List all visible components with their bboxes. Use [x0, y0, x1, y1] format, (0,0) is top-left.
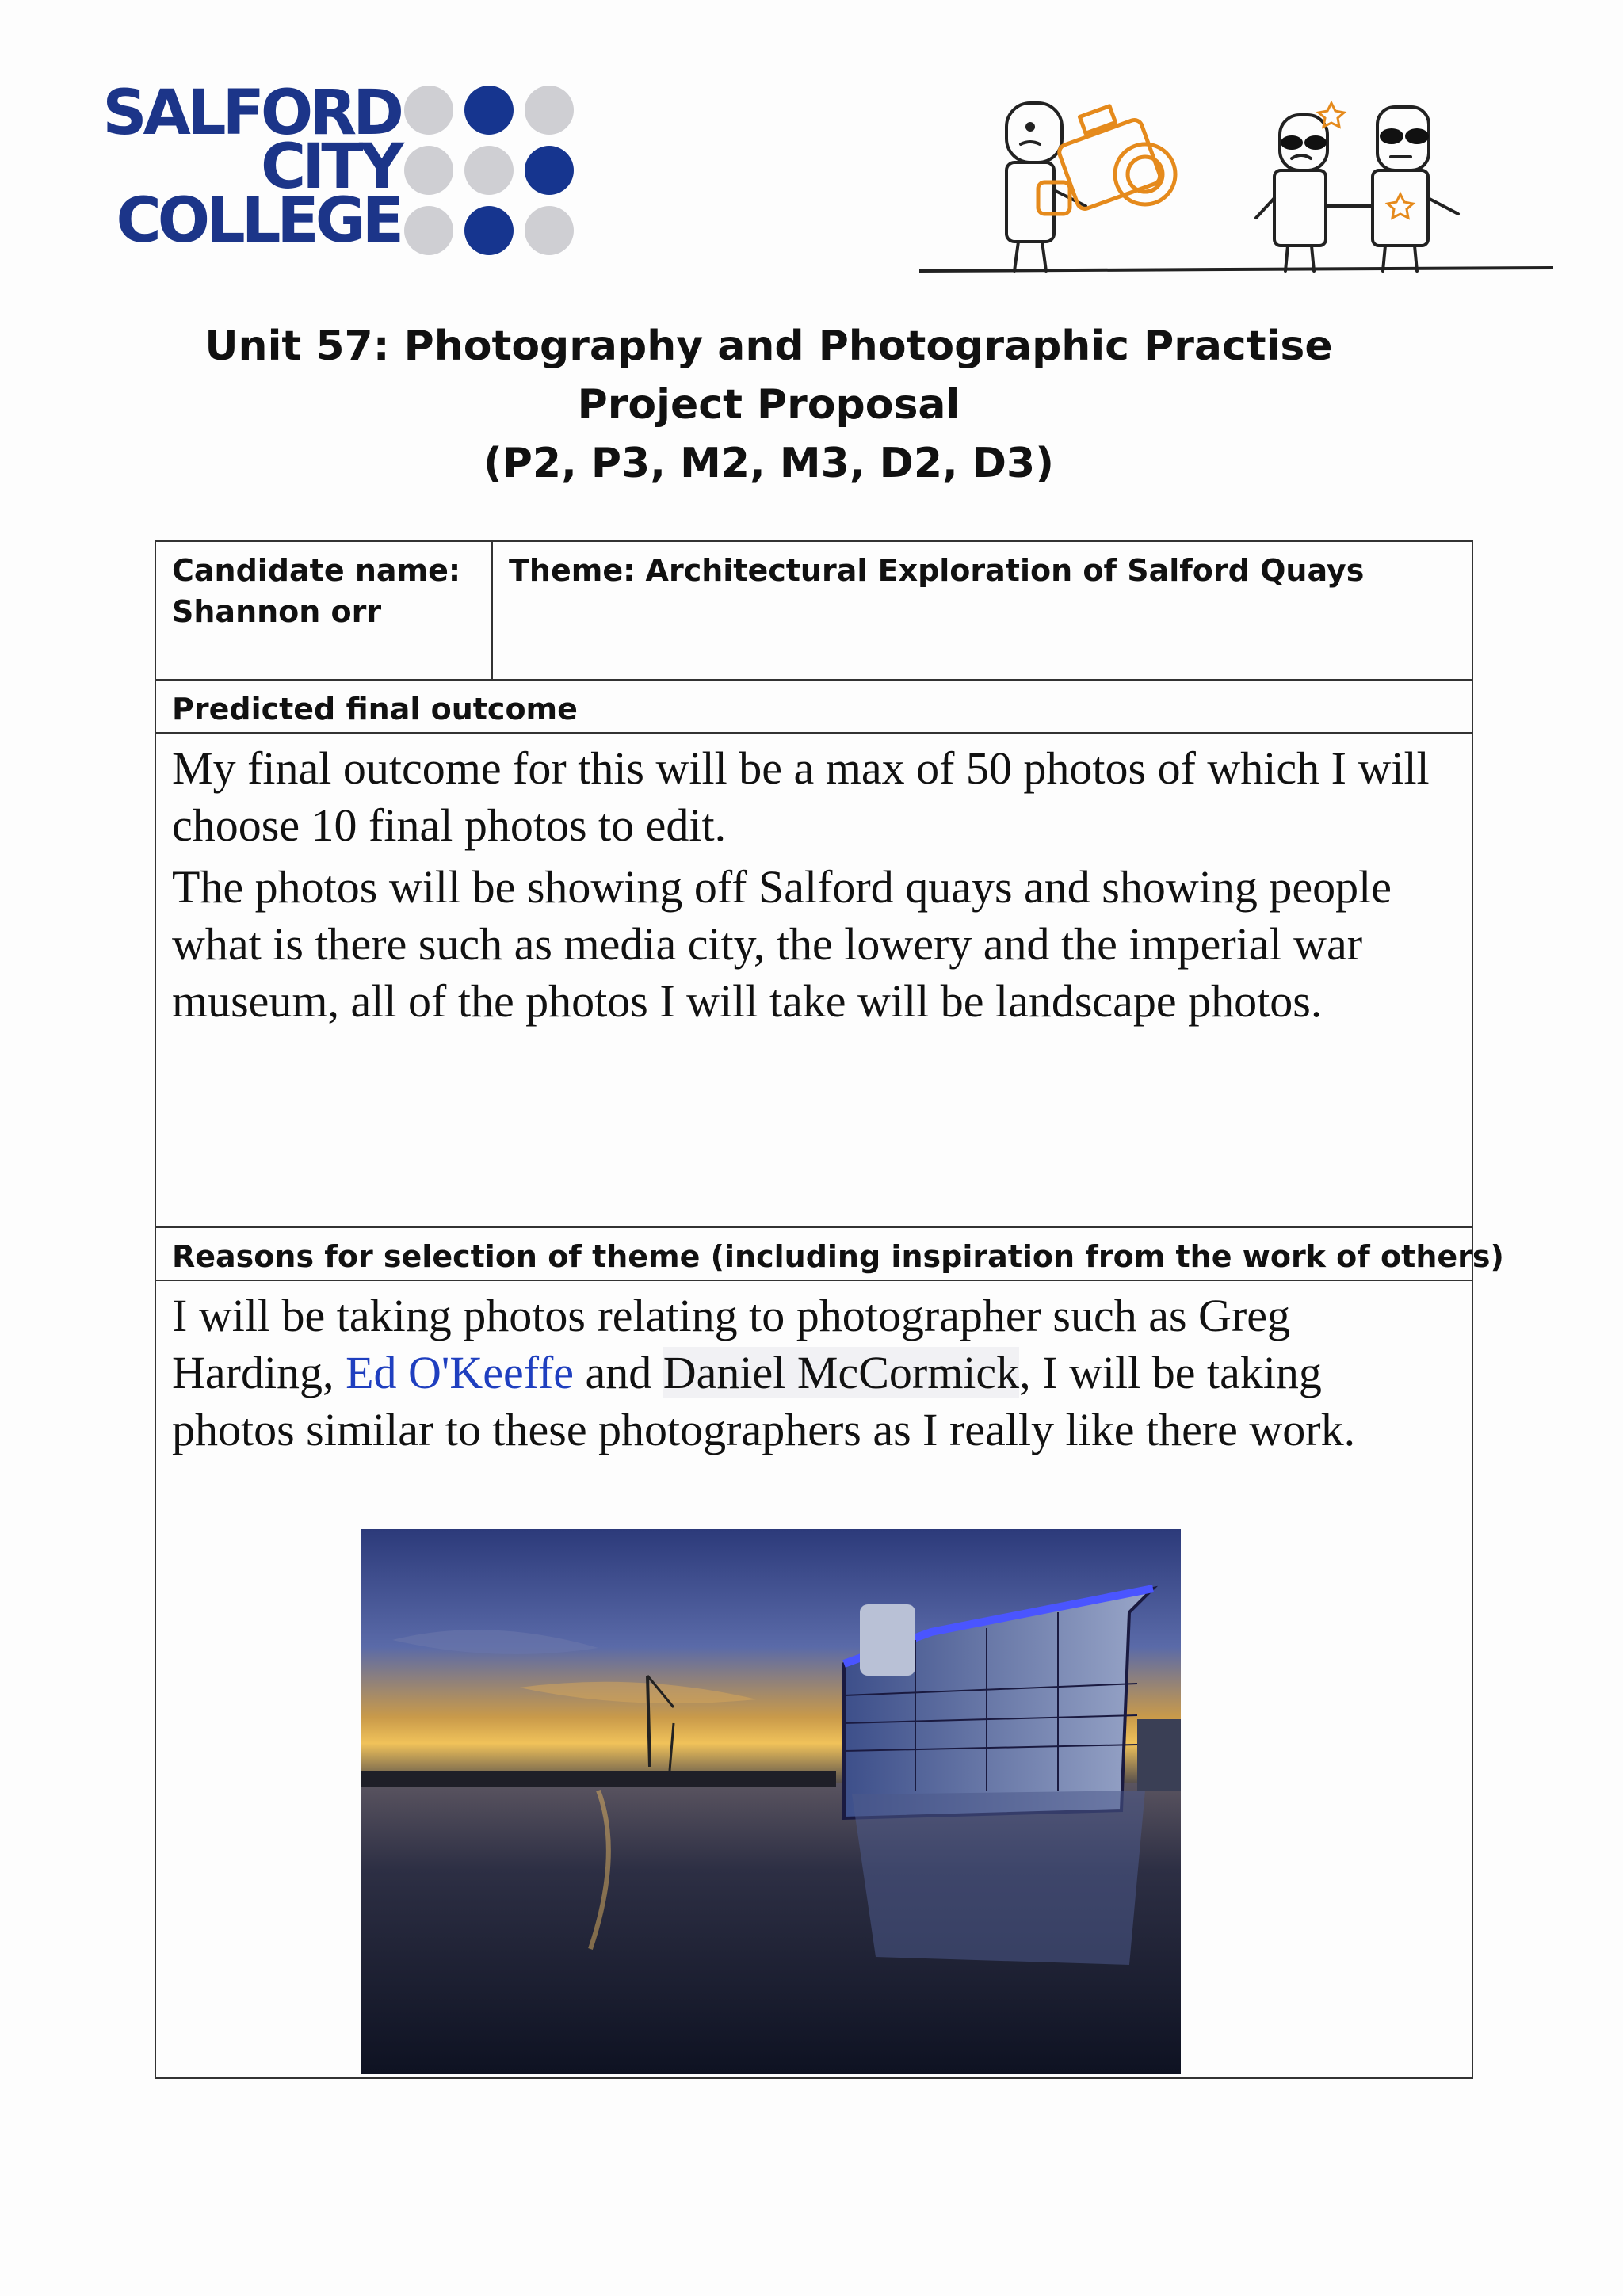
theme-cell: Theme: Architectural Exploration of Salford Quays: [509, 553, 1365, 588]
title-line-proposal: Project Proposal: [577, 381, 960, 429]
daniel-mccormick-text: Daniel McCormick: [663, 1347, 1020, 1398]
logo-line-salford: SALFORD: [102, 78, 400, 149]
reasons-text-3: , I will be taking photos similar to these photographers as I really like there work.: [172, 1347, 1356, 1455]
candidate-row: [156, 542, 1472, 681]
reasons-heading: Reasons for selection of theme (including inspiration from the work of others): [156, 1228, 1472, 1281]
logo-line-college: COLLEGE: [116, 185, 400, 257]
logo-dots: [404, 86, 579, 256]
outcome-heading: Predicted final outcome: [156, 681, 1472, 734]
reasons-body: [156, 1281, 1472, 1465]
logo-line-city: CITY: [261, 132, 400, 203]
outcome-paragraph-2: The photos will be showing off Salford quays and showing people what is there such as media city, the lowery and the imperial war museum, all of the photos I will take will be landscape photos.: [172, 861, 1392, 1027]
outcome-body: [156, 734, 1472, 1228]
candidate-value: Shannon orr: [172, 594, 382, 629]
candidate-cell: [156, 542, 493, 679]
title-line-criteria: (P2, P3, M2, M3, D2, D3): [483, 440, 1054, 487]
ed-okeeffe-link[interactable]: Ed O'Keeffe: [346, 1347, 575, 1398]
title-line-unit: Unit 57: Photography and Photographic Practise: [204, 322, 1333, 370]
outcome-paragraph-1: My final outcome for this will be a max of 50 photos of which I will choose 10 final photos to edit.: [172, 742, 1430, 851]
photographer-cartoon-icon: [919, 87, 1553, 285]
reasons-text-2: and: [574, 1347, 663, 1398]
salford-quays-photo: [361, 1529, 1181, 2074]
document-title: [0, 317, 1537, 493]
reasons-text-1: I will be taking photos relating to photographer such as Greg Harding,: [172, 1290, 1291, 1398]
salford-city-college-logo: [102, 78, 579, 257]
candidate-label: Candidate name:: [172, 553, 461, 588]
